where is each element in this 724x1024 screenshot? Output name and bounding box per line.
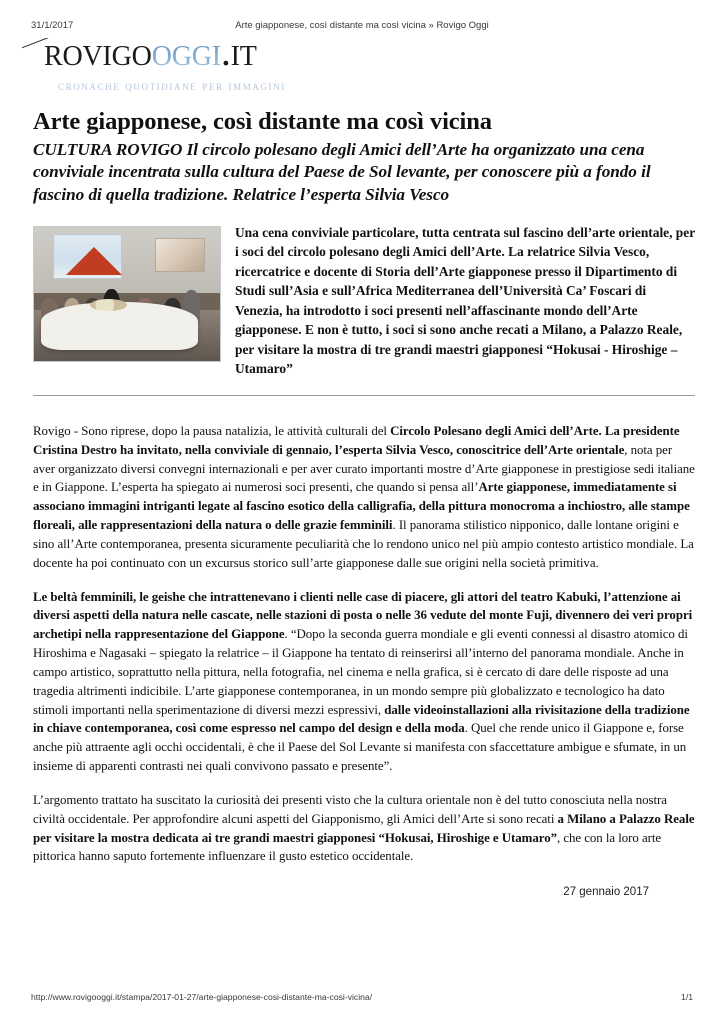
- article-lead-photo: [33, 226, 221, 362]
- article-paragraph: Le beltà femminili, le geishe che intrattenevano i clienti nelle case di piacere, gli attori del teatro Kabuki, l’attenzione ai diversi aspetti della natura nelle cascate, nelle stazioni di posta o nelle 36 vedute del monte Fuji, divennero dei veri propri archetipi nella rappresentazione del Giappone. “Dopo la seconda guerra mondiale e gli eventi connessi al disastro atomico di Hiroshima e Nagasaki – spiegato la relatrice – il Giappone ha tentato di reinserirsi all’interno del panorama mondiale. Anche in campo artistico, soprattutto nella pittura, nella fotografia, nel cinema e nella grafica, si è cercato di dare delle risposte ad una tragedia altrimenti indicibile. L’arte giapponese contemporanea, in un mondo sempre più globalizzato e tecnologico ha dato stimoli importanti nella sperimentazione di diversi mezzi espressivi, dalle videoinstallazioni alla rivisitazione della tradizione in chiave contemporanea, così come espresso nel campo del design e della moda. Quel che rende unico il Giappone e, forse anche più attraente agli occhi occidentali, è che il Paese del Sol Levante si manifesta con sfaccettature ambigue e sfumate, in un insieme di apparenti contrasti nei quali convivono passato e presente”.: [33, 589, 693, 774]
- logo-text-rovigo: rovigo: [44, 29, 152, 74]
- site-masthead[interactable]: [22, 29, 442, 98]
- print-footer: [0, 992, 724, 1006]
- article-paragraph: L’argomento trattato ha suscitato la curiosità dei presenti visto che la cultura orientale non è del tutto conosciuta nella nostra civiltà occidentale. Per approfondire alcuni aspetti del Giapponismo, gli Amici dell’Arte si sono recati a Milano a Palazzo Reale per visitare la mostra dedicata ai tre grandi maestri giapponesi “Hokusai, Hiroshige e Utamaro”, che con la loro arte pittorica hanno saputo fortemente influenzare il gusto estetico occidentale.: [33, 792, 695, 864]
- photo-fuji-artwork: [53, 234, 122, 279]
- photo-japanese-print: [155, 238, 205, 272]
- site-tagline: cronache quotidiane per immagini: [58, 78, 286, 93]
- article-headline: Arte giapponese, così distante ma così vicina: [33, 108, 492, 135]
- print-footer-url[interactable]: http://www.rovigooggi.it/stampa/2017-01-27/arte-giapponese-cosi-distante-ma-cosi-vicina/: [31, 992, 373, 1002]
- print-footer-page-number: 1/1: [681, 992, 693, 1002]
- article-publish-date: 27 gennaio 2017: [563, 886, 649, 899]
- article-lead-paragraph: Una cena conviviale particolare, tutta centrata sul fascino dell’arte orientale, per i soci del circolo polesano degli Amici dell’Arte. La relatrice Silvia Vesco, ricercatrice e docente di Storia dell’Arte giapponese presso il Dipartimento di Studi sull’Asia e sull’Africa Mediterranea dell’Università Ca’ Foscari di Venezia, ha introdotto i soci presenti nell’affascinante mondo dell’Arte giapponese. E non è tutto, i soci si sono anche recati a Milano, a Palazzo Reale, per visitare la mostra di tre grandi maestri giapponesi “Hokusai - Hiroshige – Utamaro”: [235, 224, 695, 377]
- site-logo[interactable]: [44, 29, 257, 74]
- print-header-date: 31/1/2017: [31, 20, 74, 31]
- article-standfirst: CULTURA ROVIGO Il circolo polesano degli Amici dell’Arte ha organizzato una cena conviviale incentrata sulla cultura del Paese de Sol levante, per conoscere più a fondo il fascino di quella tradizione. Relatrice l’esperta Silvia Vesco: [33, 139, 651, 204]
- logo-text-oggi: oggi: [151, 29, 221, 74]
- article-body: [33, 422, 695, 866]
- section-divider: [33, 395, 695, 396]
- print-header-title: Arte giapponese, così distante ma così vicina » Rovigo Oggi: [235, 20, 489, 31]
- article-container: [33, 108, 695, 898]
- logo-text-it: .it: [220, 29, 257, 74]
- article-lead-block: [33, 223, 695, 379]
- article-paragraph: Rovigo - Sono riprese, dopo la pausa natalizia, le attività culturali del Circolo Polesano degli Amici dell’Arte. La presidente Cristina Destro ha invitato, nella conviviale di gennaio, l’esperta Silvia Vesco, conoscitrice dell’Arte orientale, nota per aver organizzato diversi convegni internazionali e per aver curato importanti mostre d’Arte giapponese in prestigiose sedi italiane e in Giappone. L’esperta ha spiegato ai numerosi soci presenti, che quando si pensa all’Arte giapponese, immediatamente si associano immagini intriganti legate al fascino esotico della calligrafia, della pittura monocroma a inchiostro, alle stampe floreali, alle rappresentazioni della natura o delle grazie femminili. Il panorama stilistico nipponico, dalle lontane origini e sino all’Arte contemporanea, presenta sicuramente peculiarità che lo rendono unico nel più ampio contesto artistico mondiale. La docente ha poi continuato con un excursus storico sull’arte giapponese dalle sue origini nella società primitiva.: [33, 423, 695, 570]
